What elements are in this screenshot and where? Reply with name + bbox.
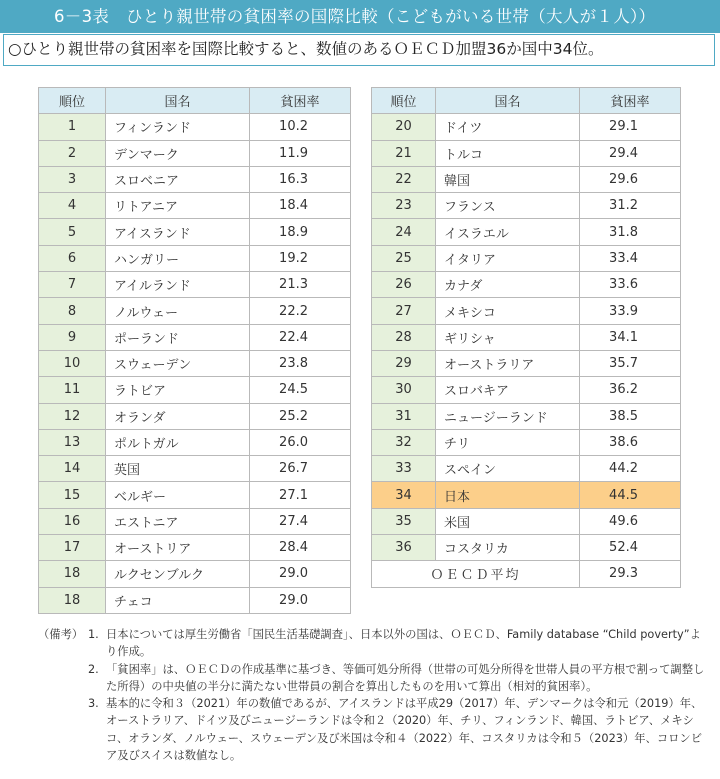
note-text: 日本については厚生労働省「国民生活基礎調査」、日本以外の国は、ＯＥＣＤ、Family database “Child poverty”より作成。	[106, 628, 701, 659]
column-header-rank: 順位	[39, 88, 106, 114]
rate-cell: 16.3	[250, 166, 351, 192]
rank-cell: 5	[39, 219, 106, 245]
table-row	[372, 114, 681, 140]
rank-cell: 13	[39, 429, 106, 455]
notes-section	[38, 626, 706, 764]
rank-cell: 1	[39, 114, 106, 140]
rate-cell: 22.2	[250, 298, 351, 324]
oecd-average-label: ＯＥＣＤ平均	[372, 561, 580, 587]
table-row	[39, 298, 351, 324]
rate-cell: 34.1	[580, 324, 681, 350]
notes-label	[38, 661, 88, 696]
rate-cell: 52.4	[580, 535, 681, 561]
country-cell: ノルウェー	[106, 298, 250, 324]
note-text: 基本的に令和３（2021）年の数値であるが、アイスランドは平成29（2017）年、デンマークは令和元（2019）年、オーストラリア、ドイツ及びニュージーランドは令和２（2020）年、チリ、フィンランド、韓国、ラトビア、メキシコ、オランダ、ノルウェー、スウェーデン及び米国は令和４（2022）年、コスタリカは令和５（2023）年、コロンビア及びスイスは数値なし。	[106, 697, 703, 763]
table-row	[39, 482, 351, 508]
rate-cell: 33.6	[580, 272, 681, 298]
note-text: 「貧困率」は、ＯＥＣＤの作成基準に基づき、等価可処分所得（世帯の可処分所得を世帯人員の平方根で割って調整した所得）の中央値の半分に満たない世帯員の割合を算出したものを用いて算出（相対的貧困率）。	[106, 662, 705, 693]
rate-cell: 18.9	[250, 219, 351, 245]
rank-cell: 11	[39, 377, 106, 403]
rate-cell: 10.2	[250, 114, 351, 140]
table-row	[39, 272, 351, 298]
rate-cell: 44.5	[580, 482, 681, 508]
column-header-rate: 貧困率	[250, 88, 351, 114]
country-cell: 日本	[436, 482, 580, 508]
rank-cell: 4	[39, 193, 106, 219]
rate-cell: 49.6	[580, 508, 681, 534]
oecd-average-row	[372, 561, 681, 587]
rate-cell: 44.2	[580, 456, 681, 482]
table-row	[372, 482, 681, 508]
note-item	[38, 695, 706, 764]
notes-label: （備考）	[38, 628, 84, 641]
rank-cell: 26	[372, 272, 436, 298]
rank-cell: 20	[372, 114, 436, 140]
column-header-rate: 貧困率	[580, 88, 681, 114]
rate-cell: 33.4	[580, 245, 681, 271]
rate-cell: 29.4	[580, 140, 681, 166]
rank-cell: 2	[39, 140, 106, 166]
table-row	[39, 456, 351, 482]
table-title: 6－3表 ひとり親世帯の貧困率の国際比較（こどもがいる世帯（大人が１人））	[0, 0, 720, 33]
country-cell: コスタリカ	[436, 535, 580, 561]
table-row	[39, 403, 351, 429]
rank-cell: 14	[39, 456, 106, 482]
rate-cell: 29.0	[250, 587, 351, 613]
rate-cell: 38.5	[580, 403, 681, 429]
ranking-table-left	[38, 87, 351, 614]
table-row	[372, 219, 681, 245]
table-row	[372, 350, 681, 376]
country-cell: イタリア	[436, 245, 580, 271]
table-row	[372, 429, 681, 455]
rank-cell: 15	[39, 482, 106, 508]
country-cell: フィンランド	[106, 114, 250, 140]
rank-cell: 29	[372, 350, 436, 376]
country-cell: ドイツ	[436, 114, 580, 140]
table-row	[372, 456, 681, 482]
country-cell: オーストラリア	[436, 350, 580, 376]
rate-cell: 21.3	[250, 272, 351, 298]
table-row	[39, 508, 351, 534]
country-cell: 英国	[106, 456, 250, 482]
country-cell: スロベニア	[106, 166, 250, 192]
table-row	[372, 298, 681, 324]
table-row	[39, 114, 351, 140]
note-number: 3.	[88, 697, 99, 711]
table-row	[372, 324, 681, 350]
table-row	[39, 245, 351, 271]
header-row	[372, 88, 681, 114]
country-cell: ポルトガル	[106, 429, 250, 455]
rank-cell: 36	[372, 535, 436, 561]
column-header-rank: 順位	[372, 88, 436, 114]
rank-cell: 35	[372, 508, 436, 534]
rank-cell: 16	[39, 508, 106, 534]
rate-cell: 31.2	[580, 193, 681, 219]
rate-cell: 31.8	[580, 219, 681, 245]
rank-cell: 9	[39, 324, 106, 350]
rank-cell: 27	[372, 298, 436, 324]
rank-cell: 12	[39, 403, 106, 429]
country-cell: 米国	[436, 508, 580, 534]
rank-cell: 10	[39, 350, 106, 376]
table-row	[39, 219, 351, 245]
country-cell: ラトビア	[106, 377, 250, 403]
country-cell: スロバキア	[436, 377, 580, 403]
country-cell: エストニア	[106, 508, 250, 534]
column-header-country: 国名	[106, 88, 250, 114]
rate-cell: 24.5	[250, 377, 351, 403]
summary-text: ○ひとり親世帯の貧困率を国際比較すると、数値のあるＯＥＣＤ加盟36か国中34位。	[3, 34, 715, 66]
table-row	[372, 193, 681, 219]
table-row	[372, 166, 681, 192]
note-item	[38, 626, 706, 661]
table-row	[372, 140, 681, 166]
table-row	[39, 324, 351, 350]
country-cell: ルクセンブルク	[106, 561, 250, 587]
rank-cell: 21	[372, 140, 436, 166]
rate-cell: 27.1	[250, 482, 351, 508]
country-cell: イスラエル	[436, 219, 580, 245]
table-row	[372, 377, 681, 403]
country-cell: ハンガリー	[106, 245, 250, 271]
country-cell: デンマーク	[106, 140, 250, 166]
rate-cell: 11.9	[250, 140, 351, 166]
table-row	[39, 166, 351, 192]
table-row	[372, 403, 681, 429]
country-cell: リトアニア	[106, 193, 250, 219]
rate-cell: 29.0	[250, 561, 351, 587]
rank-cell: 17	[39, 535, 106, 561]
note-number: 1.	[88, 628, 99, 641]
table-row	[39, 535, 351, 561]
country-cell: スウェーデン	[106, 350, 250, 376]
country-cell: スペイン	[436, 456, 580, 482]
rate-cell: 33.9	[580, 298, 681, 324]
rate-cell: 26.0	[250, 429, 351, 455]
oecd-average-rate: 29.3	[580, 561, 681, 587]
rank-cell: 8	[39, 298, 106, 324]
rate-cell: 36.2	[580, 377, 681, 403]
country-cell: メキシコ	[436, 298, 580, 324]
table-row	[372, 535, 681, 561]
note-item	[38, 661, 706, 696]
rate-cell: 38.6	[580, 429, 681, 455]
rank-cell: 25	[372, 245, 436, 271]
table-row	[39, 377, 351, 403]
country-cell: チェコ	[106, 587, 250, 613]
rate-cell: 26.7	[250, 456, 351, 482]
table-row	[39, 350, 351, 376]
table-row	[39, 587, 351, 613]
country-cell: ポーランド	[106, 324, 250, 350]
country-cell: アイスランド	[106, 219, 250, 245]
rank-cell: 32	[372, 429, 436, 455]
table-row	[39, 140, 351, 166]
table-row	[39, 193, 351, 219]
rate-cell: 29.1	[580, 114, 681, 140]
rank-cell: 28	[372, 324, 436, 350]
country-cell: オランダ	[106, 403, 250, 429]
country-cell: チリ	[436, 429, 580, 455]
table-row	[372, 245, 681, 271]
country-cell: カナダ	[436, 272, 580, 298]
table-row	[372, 508, 681, 534]
rate-cell: 35.7	[580, 350, 681, 376]
country-cell: オーストリア	[106, 535, 250, 561]
country-cell: ベルギー	[106, 482, 250, 508]
rate-cell: 22.4	[250, 324, 351, 350]
rank-cell: 31	[372, 403, 436, 429]
rate-cell: 19.2	[250, 245, 351, 271]
country-cell: トルコ	[436, 140, 580, 166]
rank-cell: 30	[372, 377, 436, 403]
rate-cell: 28.4	[250, 535, 351, 561]
header-row	[39, 88, 351, 114]
rate-cell: 23.8	[250, 350, 351, 376]
note-number: 2.	[88, 662, 99, 676]
rank-cell: 7	[39, 272, 106, 298]
rank-cell: 33	[372, 456, 436, 482]
country-cell: ギリシャ	[436, 324, 580, 350]
country-cell: ニュージーランド	[436, 403, 580, 429]
notes-label	[38, 695, 88, 764]
rank-cell: 34	[372, 482, 436, 508]
country-cell: フランス	[436, 193, 580, 219]
rate-cell: 25.2	[250, 403, 351, 429]
column-header-country: 国名	[436, 88, 580, 114]
table-row	[372, 272, 681, 298]
rank-cell: 3	[39, 166, 106, 192]
country-cell: 韓国	[436, 166, 580, 192]
ranking-table-right	[371, 87, 681, 588]
rate-cell: 18.4	[250, 193, 351, 219]
rank-cell: 24	[372, 219, 436, 245]
rank-cell: 18	[39, 561, 106, 587]
table-row	[39, 561, 351, 587]
rank-cell: 23	[372, 193, 436, 219]
rank-cell: 22	[372, 166, 436, 192]
rate-cell: 29.6	[580, 166, 681, 192]
table-row	[39, 429, 351, 455]
country-cell: アイルランド	[106, 272, 250, 298]
rank-cell: 6	[39, 245, 106, 271]
rate-cell: 27.4	[250, 508, 351, 534]
rank-cell: 18	[39, 587, 106, 613]
